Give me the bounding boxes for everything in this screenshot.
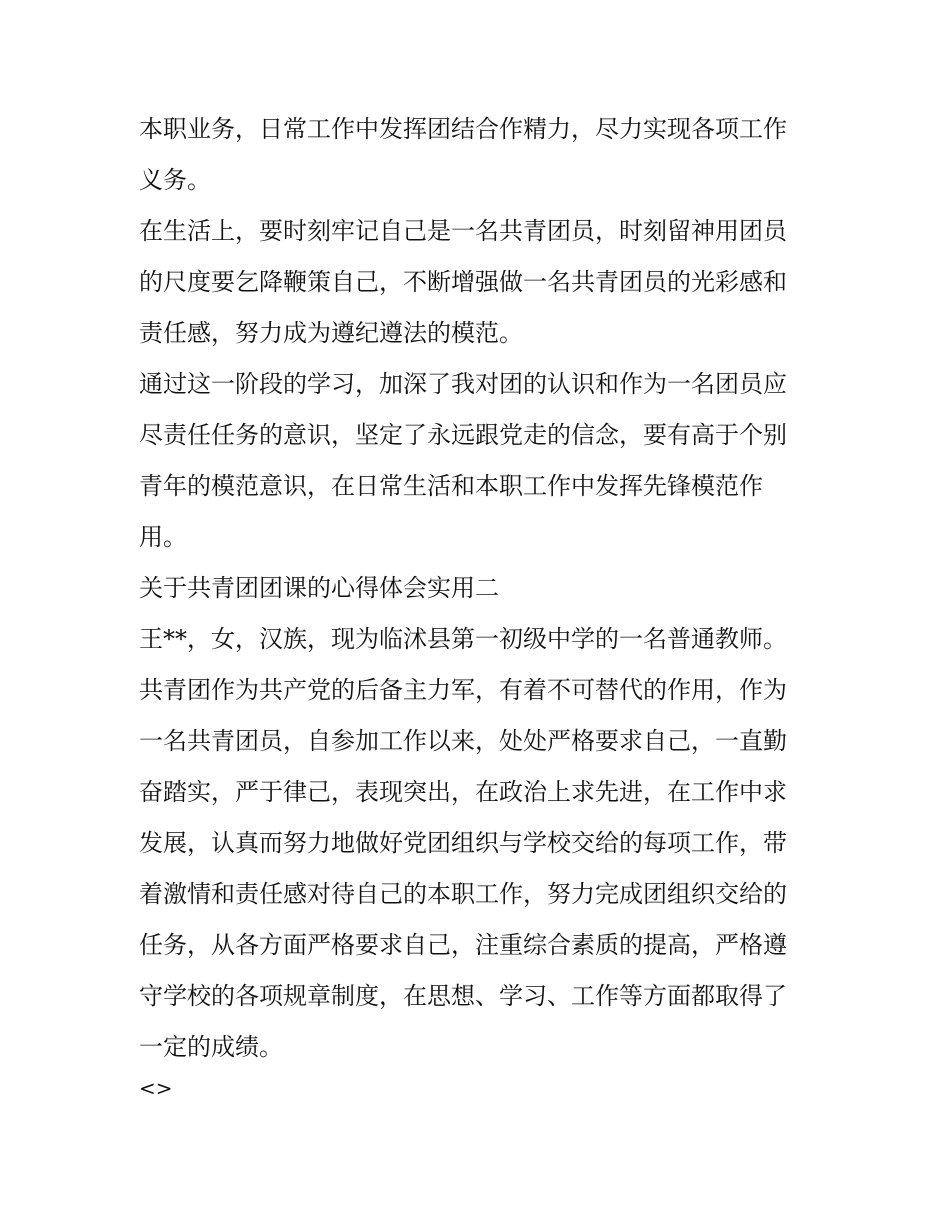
- body-text-line: 任务，从各方面严格要求自己，注重综合素质的提高，严格遵: [139, 931, 787, 959]
- body-text-line: 王**，女，汉族，现为临沭县第一初级中学的一名普通教师。: [139, 625, 787, 653]
- body-text-line: 责任感，努力成为遵纪遵法的模范。: [139, 319, 523, 347]
- body-text-line: 尽责任任务的意识，坚定了永远跟党走的信念，要有高于个别: [139, 421, 787, 449]
- body-text-line: 守学校的各项规章制度，在思想、学习、工作等方面都取得了: [139, 982, 787, 1010]
- body-text-line: 奋踏实，严于律己，表现突出，在政治上求先进，在工作中求: [139, 778, 787, 806]
- body-text-line: 发展，认真而努力地做好党团组织与学校交给的每项工作，带: [139, 829, 787, 857]
- end-marker: <>: [139, 1076, 173, 1100]
- body-text-line: 一定的成绩。: [139, 1033, 283, 1061]
- body-text-line: 共青团作为共产党的后备主力军，有着不可替代的作用，作为: [139, 676, 787, 704]
- body-text-line: 在生活上，要时刻牢记自己是一名共青团员，时刻留神用团员: [139, 217, 787, 245]
- body-text-line: 义务。: [139, 166, 211, 194]
- body-text-line: 的尺度要乞降鞭策自己，不断增强做一名共青团员的光彩感和: [139, 268, 787, 296]
- body-text-line: 通过这一阶段的学习，加深了我对团的认识和作为一名团员应: [139, 370, 787, 398]
- section-heading: 关于共青团团课的心得体会实用二: [139, 574, 499, 602]
- body-text-line: 青年的模范意识，在日常生活和本职工作中发挥先锋模范作: [139, 472, 763, 500]
- body-text-line: 一名共青团员，自参加工作以来，处处严格要求自己，一直勤: [139, 727, 787, 755]
- body-text-line: 着激情和责任感对待自己的本职工作，努力完成团组织交给的: [139, 880, 787, 908]
- body-text-line: 用。: [139, 523, 187, 551]
- body-text-line: 本职业务，日常工作中发挥团结合作精力，尽力实现各项工作: [139, 115, 787, 143]
